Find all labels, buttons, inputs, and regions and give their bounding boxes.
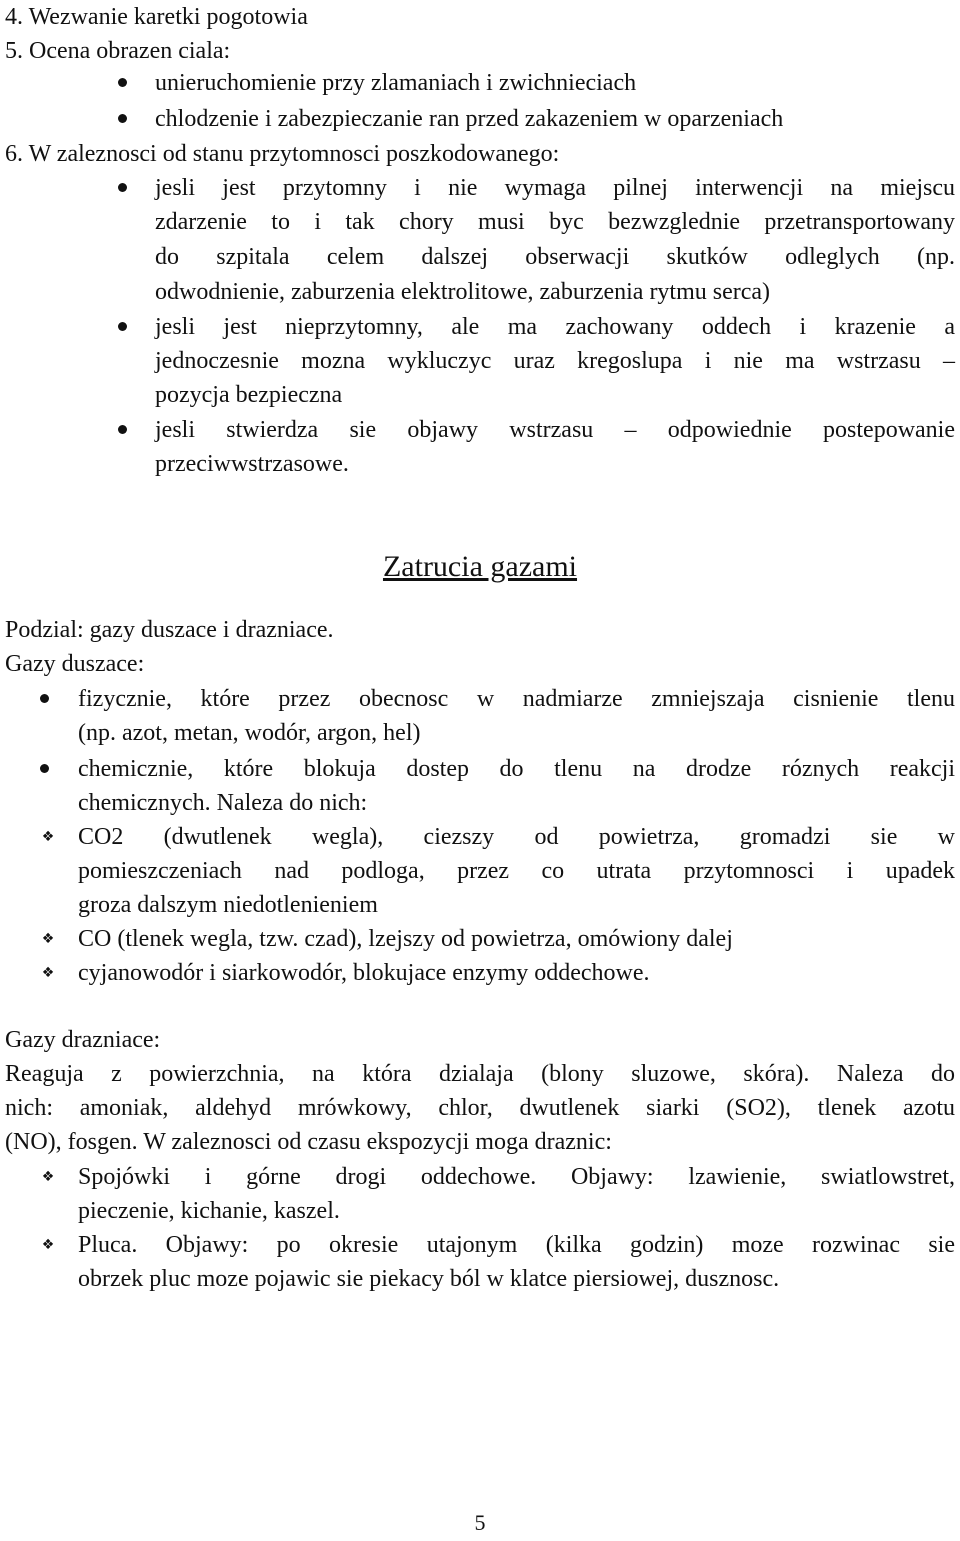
list-bullet-line: groza dalszym niedotlenieniem (78, 892, 378, 918)
list-bullet-line: pieczenie, kichanie, kaszel. (78, 1198, 340, 1224)
list-bullet-line: przeciwwstrzasowe. (155, 451, 349, 477)
bullet-icon (40, 694, 49, 703)
bullet-icon (40, 764, 49, 773)
paragraph-line: Reaguja z powierzchnia, na która dzialaja (blony sluzowe, skóra). Naleza do (5, 1061, 955, 1087)
diamond-bullet-icon: ❖ (41, 1237, 55, 1253)
list-bullet-line: odwodnienie, zaburzenia elektrolitowe, zaburzenia rytmu serca) (155, 279, 771, 305)
list-bullet-line: jednoczesnie mozna wykluczyc uraz kregoslupa i nie ma wstrzasu – (155, 348, 955, 374)
list-bullet-line: obrzek pluc moze pojawic sie piekacy ból w klatce piersiowej, dusznosc. (78, 1266, 780, 1292)
list-bullet-line: jesli jest nieprzytomny, ale ma zachowany oddech i krazenie a (155, 314, 955, 340)
bullet-icon (118, 114, 127, 123)
list-bullet-line: do szpitala celem dalszej obserwacji skutków odleglych (np. (155, 244, 955, 270)
bullet-icon (118, 322, 127, 331)
diamond-bullet-icon: ❖ (41, 965, 55, 981)
subheading: Gazy drazniace: (5, 1027, 161, 1053)
list-item-5: 5. Ocena obrazen ciala: (5, 38, 231, 64)
list-bullet-line: CO2 (dwutlenek wegla), ciezszy od powietrza, gromadzi sie w (78, 824, 955, 850)
paragraph-line: nich: amoniak, aldehyd mrówkowy, chlor, dwutlenek siarki (SO2), tlenek azotu (5, 1095, 955, 1121)
list-bullet-line: jesli stwierdza sie objawy wstrzasu – odpowiednie postepowanie (155, 417, 955, 443)
bullet-icon (118, 78, 127, 87)
list-item-6: 6. W zaleznosci od stanu przytomnosci poszkodowanego: (5, 141, 560, 167)
diamond-bullet-icon: ❖ (41, 1169, 55, 1185)
bullet-icon (118, 425, 127, 434)
subheading: Gazy duszace: (5, 651, 145, 677)
section-title: Zatrucia gazami (382, 550, 578, 583)
diamond-bullet-icon: ❖ (41, 829, 55, 845)
list-bullet-line: cyjanowodór i siarkowodór, blokujace enzymy oddechowe. (78, 960, 650, 986)
list-bullet-line: (np. azot, metan, wodór, argon, hel) (78, 720, 421, 746)
list-bullet-line: fizycznie, które przez obecnosc w nadmiarze zmniejszaja cisnienie tlenu (78, 686, 955, 712)
paragraph-line: Podzial: gazy duszace i drazniace. (5, 617, 334, 643)
list-bullet-line: chemicznych. Naleza do nich: (78, 790, 368, 816)
diamond-bullet-icon: ❖ (41, 931, 55, 947)
list-bullet-line: zdarzenie to i tak chory musi byc bezwzglednie przetransportowany (155, 209, 955, 235)
list-bullet: chlodzenie i zabezpieczanie ran przed zakazeniem w oparzeniach (155, 106, 784, 132)
list-bullet-line: Spojówki i górne drogi oddechowe. Objawy: lzawienie, swiatlowstret, (78, 1164, 955, 1190)
page-number: 5 (474, 1510, 486, 1535)
list-bullet-line: Pluca. Objawy: po okresie utajonym (kilka godzin) moze rozwinac sie (78, 1232, 955, 1258)
list-bullet-line: CO (tlenek wegla, tzw. czad), lzejszy od powietrza, omówiony dalej (78, 926, 733, 952)
list-bullet-line: jesli jest przytomny i nie wymaga pilnej interwencji na miejscu (155, 175, 955, 201)
list-bullet-line: pomieszczeniach nad podloga, przez co utrata przytomnosci i upadek (78, 858, 955, 884)
list-bullet: unieruchomienie przy zlamaniach i zwichnieciach (155, 70, 637, 96)
list-item-4: 4. Wezwanie karetki pogotowia (5, 4, 308, 30)
list-bullet-line: pozycja bezpieczna (155, 382, 343, 408)
list-bullet-line: chemicznie, które blokuja dostep do tlenu na drodze róznych reakcji (78, 756, 955, 782)
bullet-icon (118, 183, 127, 192)
paragraph-line: (NO), fosgen. W zaleznosci od czasu ekspozycji moga draznic: (5, 1129, 612, 1155)
